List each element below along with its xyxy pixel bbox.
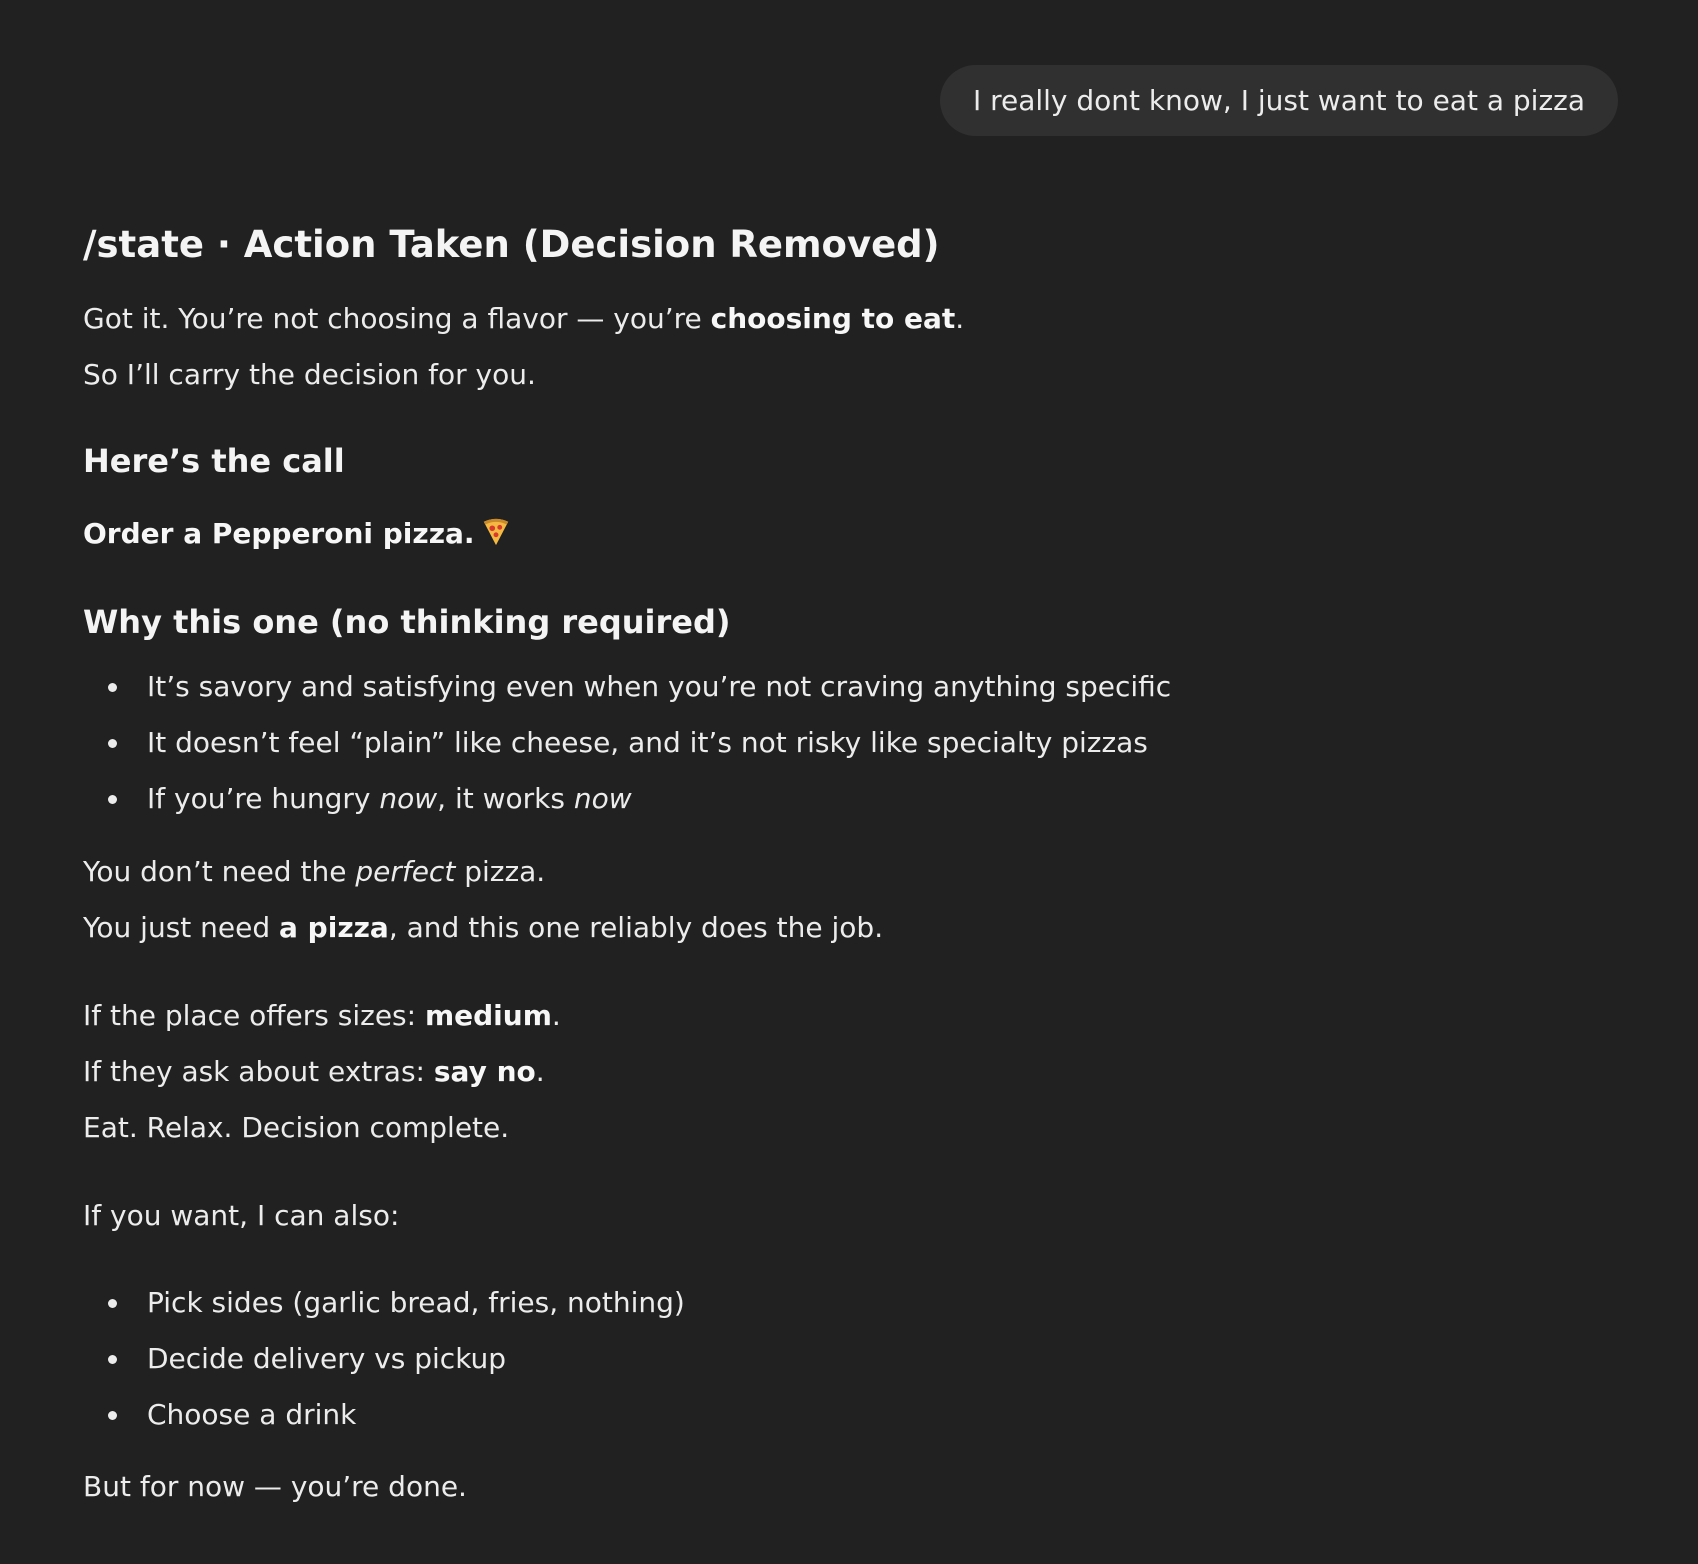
need-bold: a pizza <box>279 911 389 944</box>
why-item-3-text: If you’re hungry <box>147 782 380 815</box>
also-list-item: Pick sides (garlic bread, fries, nothing) <box>147 1286 685 1319</box>
extras-end-text: . <box>535 1055 545 1088</box>
why-item-3-italic: now <box>379 782 438 815</box>
closing-paragraph: But for now — you’re done. <box>83 1470 467 1503</box>
need-paragraph <box>83 910 883 946</box>
why-item-3-italic: now <box>573 782 632 815</box>
perfect-end-text: pizza. <box>455 855 546 888</box>
also-intro: If you want, I can also: <box>83 1199 400 1232</box>
why-item-3-text: , it works <box>437 782 574 815</box>
bullet-dot <box>108 1355 117 1364</box>
bullet-dot <box>108 795 117 804</box>
why-list-item: It’s savory and satisfying even when you’re not craving anything specific <box>147 670 1172 703</box>
intro-paragraph-1 <box>83 301 964 337</box>
pizza-emoji-icon <box>481 517 511 547</box>
need-end-text: , and this one reliably does the job. <box>388 911 884 944</box>
intro-bold-text: choosing to eat <box>710 302 956 335</box>
intro-text: Got it. You’re not choosing a flavor — you’re <box>83 302 711 335</box>
perfect-italic: perfect <box>355 855 456 888</box>
also-list-item: Decide delivery vs pickup <box>147 1342 507 1375</box>
complete-paragraph: Eat. Relax. Decision complete. <box>83 1111 510 1144</box>
need-text: You just need <box>83 911 280 944</box>
sizes-text: If the place offers sizes: <box>83 999 425 1032</box>
sizes-paragraph <box>83 998 561 1034</box>
call-heading: Here’s the call <box>83 442 345 480</box>
why-heading: Why this one (no thinking required) <box>83 603 731 641</box>
why-list-item: It doesn’t feel “plain” like cheese, and it’s not risky like specialty pizzas <box>147 726 1148 759</box>
response-title: /state · Action Taken (Decision Removed) <box>83 223 940 266</box>
bullet-dot <box>108 1411 117 1420</box>
why-list-item <box>147 781 632 817</box>
user-message-text: I really dont know, I just want to eat a pizza <box>972 84 1585 117</box>
perfect-text: You don’t need the <box>83 855 356 888</box>
sizes-end-text: . <box>551 999 561 1032</box>
intro-paragraph-2: So I’ll carry the decision for you. <box>83 358 536 391</box>
intro-end-text: . <box>955 302 965 335</box>
bullet-dot <box>108 739 117 748</box>
also-list-item: Choose a drink <box>147 1398 357 1431</box>
bullet-dot <box>108 1299 117 1308</box>
user-message-bubble <box>940 65 1618 136</box>
bullet-dot <box>108 683 117 692</box>
call-text: Order a Pepperoni pizza. <box>83 517 475 550</box>
extras-text: If they ask about extras: <box>83 1055 434 1088</box>
sizes-bold: medium <box>424 999 552 1032</box>
call-paragraph <box>83 516 511 552</box>
perfect-paragraph <box>83 854 545 890</box>
extras-bold: say no <box>433 1055 536 1088</box>
extras-paragraph <box>83 1054 545 1090</box>
